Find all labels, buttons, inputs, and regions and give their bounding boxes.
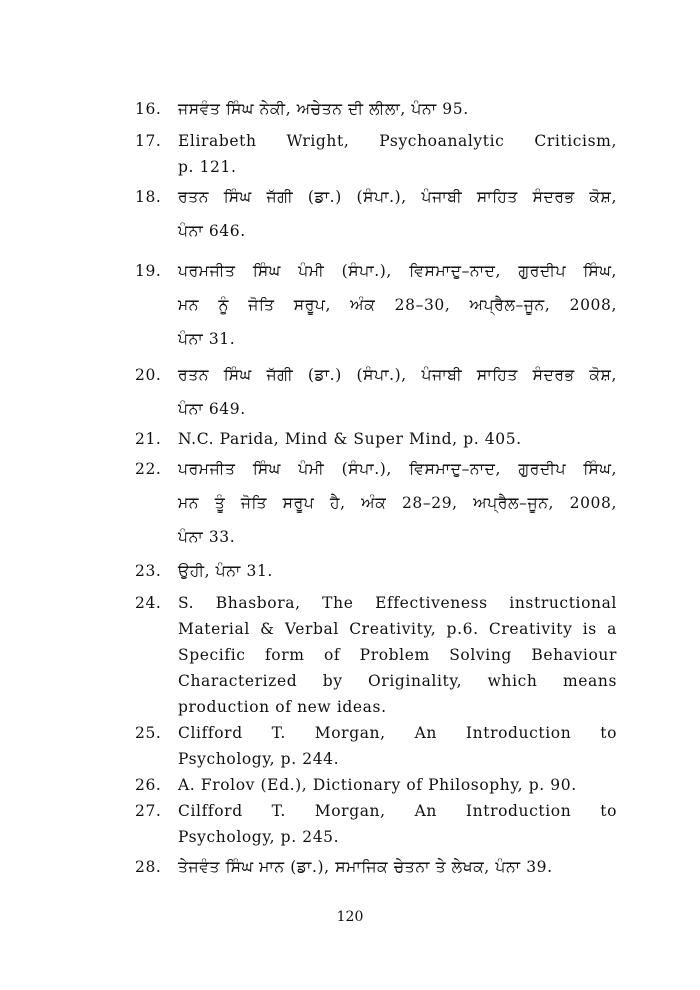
endnote-18 <box>135 180 617 248</box>
endnote-number: 23. <box>135 562 162 580</box>
endnote-number: 20. <box>135 366 162 384</box>
endnote-text <box>178 850 617 884</box>
endnote-line: ਮਨ ਨੂੰ ਜੋਤਿ ਸਰੂਪ, ਅੰਕ 28–30, ਅਪ੍ਰੈਲ–ਜੂਨ, 2008, <box>178 296 617 314</box>
endnote-line: ਪਰਮਜੀਤ ਸਿੰਘ ਪੰਮੀ (ਸੰਪਾ.), ਵਿਸਮਾਦੁ–ਨਾਦ, ਗੁਰਦੀਪ ਸਿੰਘ, <box>178 460 617 478</box>
endnote-number: 22. <box>135 460 162 478</box>
endnote-line: Elirabeth Wright, Psychoanalytic Criticism, <box>178 132 617 150</box>
endnote-line: ਉਹੀ, ਪੰਨਾ 31. <box>178 562 273 580</box>
endnote-17 <box>135 128 617 180</box>
endnote-line: ਰਤਨ ਸਿੰਘ ਜੱਗੀ (ਡਾ.) (ਸੰਪਾ.), ਪੰਜਾਬੀ ਸਾਹਿਤ ਸੰਦਰਭ ਕੋਸ਼, <box>178 188 617 206</box>
endnote-text <box>178 128 617 180</box>
endnote-16 <box>135 92 617 126</box>
endnote-text <box>178 254 617 356</box>
endnote-line: Material & Verbal Creativity, p.6. Creativity is a <box>178 620 617 638</box>
endnote-26 <box>135 772 617 798</box>
endnote-line: Clifford T. Morgan, An Introduction to <box>178 724 617 742</box>
endnote-line: Psychology, p. 245. <box>178 828 340 846</box>
endnote-line: ਰਤਨ ਸਿੰਘ ਜੱਗੀ (ਡਾ.) (ਸੰਪਾ.), ਪੰਜਾਬੀ ਸਾਹਿਤ ਸੰਦਰਭ ਕੋਸ਼, <box>178 366 617 384</box>
endnote-number: 27. <box>135 802 162 820</box>
endnote-line: A. Frolov (Ed.), Dictionary of Philosophy, p. 90. <box>178 776 577 794</box>
endnote-line: Specific form of Problem Solving Behaviour <box>178 646 617 664</box>
endnote-line: ਪੰਨਾ 649. <box>178 400 246 418</box>
endnote-text <box>178 720 617 772</box>
endnote-line: Psychology, p. 244. <box>178 750 340 768</box>
endnote-text <box>178 452 617 554</box>
endnote-text <box>178 426 617 452</box>
endnote-text <box>178 554 617 588</box>
page-number: 120 <box>336 909 364 925</box>
endnote-text <box>178 590 617 720</box>
endnote-22 <box>135 452 617 554</box>
endnote-23 <box>135 554 617 588</box>
endnote-line: ਪੰਨਾ 646. <box>178 222 246 240</box>
endnote-line: ਜਸਵੰਤ ਸਿੰਘ ਨੇਕੀ, ਅਚੇਤਨ ਦੀ ਲੀਲਾ, ਪੰਨਾ 95. <box>178 100 469 118</box>
endnote-27 <box>135 798 617 850</box>
endnote-line: ਮਨ ਤੂੰ ਜੋਤਿ ਸਰੂਪ ਹੈ, ਅੰਕ 28–29, ਅਪ੍ਰੈਲ–ਜੂਨ, 2008, <box>178 494 617 512</box>
endnote-28 <box>135 850 617 884</box>
endnote-text <box>178 180 617 248</box>
endnote-number: 26. <box>135 776 162 794</box>
endnote-number: 17. <box>135 132 162 150</box>
endnote-line: p. 121. <box>178 158 237 176</box>
endnote-line: ਪੰਨਾ 31. <box>178 330 236 348</box>
endnote-line: ਪਰਮਜੀਤ ਸਿੰਘ ਪੰਮੀ (ਸੰਪਾ.), ਵਿਸਮਾਦੁ–ਨਾਦ, ਗੁਰਦੀਪ ਸਿੰਘ, <box>178 262 617 280</box>
endnote-line: ਤੇਜਵੰਤ ਸਿੰਘ ਮਾਨ (ਡਾ.), ਸਮਾਜਿਕ ਚੇਤਨਾ ਤੇ ਲੇਖਕ, ਪੰਨਾ 39. <box>178 858 553 876</box>
endnote-number: 19. <box>135 262 162 280</box>
endnote-24 <box>135 590 617 720</box>
endnote-20 <box>135 358 617 426</box>
endnote-line: Cilfford T. Morgan, An Introduction to <box>178 802 617 820</box>
endnote-number: 28. <box>135 858 162 876</box>
endnote-line: production of new ideas. <box>178 698 387 716</box>
endnotes-list <box>135 92 617 884</box>
endnote-19 <box>135 254 617 356</box>
endnote-line: Characterized by Originality, which means <box>178 672 617 690</box>
endnote-line: ਪੰਨਾ 33. <box>178 528 236 546</box>
endnote-text <box>178 798 617 850</box>
endnote-number: 18. <box>135 188 162 206</box>
endnote-line: S. Bhasbora, The Effectiveness instructional <box>178 594 617 612</box>
endnote-text <box>178 772 617 798</box>
endnote-number: 24. <box>135 594 162 612</box>
endnote-text <box>178 358 617 426</box>
endnote-number: 25. <box>135 724 162 742</box>
endnote-line: N.C. Parida, Mind & Super Mind, p. 405. <box>178 430 522 448</box>
endnote-25 <box>135 720 617 772</box>
endnote-number: 16. <box>135 100 162 118</box>
endnote-21 <box>135 426 617 452</box>
endnote-number: 21. <box>135 430 162 448</box>
endnote-text <box>178 92 617 126</box>
